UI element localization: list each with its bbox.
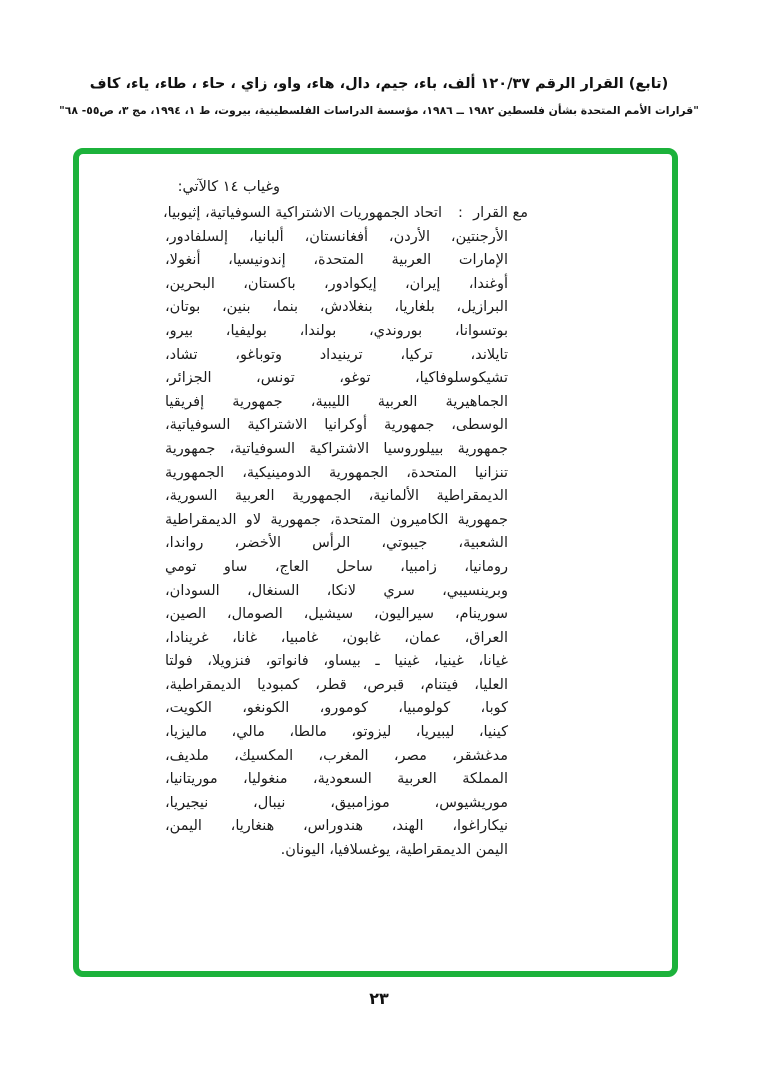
vote-with-label: مع القرار [473,205,528,221]
countries-voting-list [162,202,508,863]
country-line: مدغشقر، مصر، المغرب، المكسيك، ملديف، [165,747,508,764]
country-line: أوغندا، إيران، إيكوادور، باكستان، البحرين، [165,275,508,292]
country-line: تشيكوسلوفاكيا، توغو، تونس، الجزائر، [165,370,508,387]
country-line: كينيا، ليبيريا، ليزوتو، مالطا، مالي، ماليزيا، [165,724,508,741]
country-line: اليمن الديمقراطية، يوغسلافيا، اليونان. [280,842,508,859]
country-line: البرازيل، بلغاريا، بنغلادش، بنما، بنين، بوتان، [165,299,508,316]
country-line: المملكة العربية السعودية، منغوليا، موريتانيا، [165,771,508,788]
country-line: بوتسوانا، بوروندي، بولندا، بوليفيا، بيرو، [165,322,508,339]
country-line: العراق، عمان، غابون، غامبيا، غانا، غرينادا، [165,629,508,646]
country-line: تنزانيا المتحدة، الجمهورية الدومينيكية، الجمهورية [165,464,508,481]
country-line: الإمارات العربية المتحدة، إندونيسيا، أنغولا، [165,252,508,269]
country-line: الوسطى، جمهورية أوكرانيا الاشتراكية السوفياتية، [165,417,508,434]
country-line: الأرجنتين، الأردن، أفغانستان، ألبانيا، إلسلفادور، [165,228,508,245]
country-line: الديمقراطية الألمانية، الجمهورية العربية السورية، [165,488,508,505]
country-line: جمهورية الكاميرون المتحدة، جمهورية لاو الديمقراطية [165,511,508,528]
vote-label-colon: : [458,205,463,221]
country-line: جمهورية بييلوروسيا الاشتراكية السوفياتية، جمهورية [165,440,508,457]
header-resolution-title: (تابع) القرار الرقم ١٢٠/٣٧ ألف، باء، جيم، دال، هاء، واو، زاي ، حاء ، طاء، ياء، كاف [89,76,669,92]
country-line: تايلاند، تركيا، ترينيداد وتوباغو، تشاد، [165,346,508,363]
country-line: رومانيا، زامبيا، ساحل العاج، ساو تومي [165,558,508,575]
country-line: الشعبية، جيبوتي، الرأس الأخضر، رواندا، [165,535,508,552]
country-line: سورينام، سيراليون، سيشيل، الصومال، الصين، [165,606,508,623]
country-line: اتحاد الجمهوريات الاشتراكية السوفياتية، إثيوبيا، [162,205,442,221]
country-line: كوبا، كولومبيا، كومورو، الكونغو، الكويت، [165,700,508,717]
country-line: وبرينسيبي، سري لانكا، السنغال، السودان، [165,582,508,599]
country-line: نيكاراغوا، الهند، هندوراس، هنغاريا، اليمن، [165,818,508,835]
page-number: ٢٣ [369,989,389,1008]
country-line: موريشيوس، موزامبيق، نيبال، نيجيريا، [165,794,508,811]
header-source-citation: "قرارات الأمم المتحدة بشأن فلسطين ١٩٨٢ ــ ١٩٨٦، مؤسسة الدراسات الفلسطينية، بيروت، ط ١، ١٩٩٤، مج ٣، ص٥٥- ٦٨" [59,104,699,117]
country-line: الجماهيرية العربية الليبية، جمهورية إفريقيا [165,393,508,410]
country-line: غيانا، غينيا، غينيا ـ بيساو، فانواتو، فنزويلا، فولتا [165,653,508,670]
country-line: العليا، فيتنام، قبرص، قطر، كمبوديا الديمقراطية، [165,676,508,693]
absent-count-line: وغياب ١٤ كالآتي: [177,179,280,195]
